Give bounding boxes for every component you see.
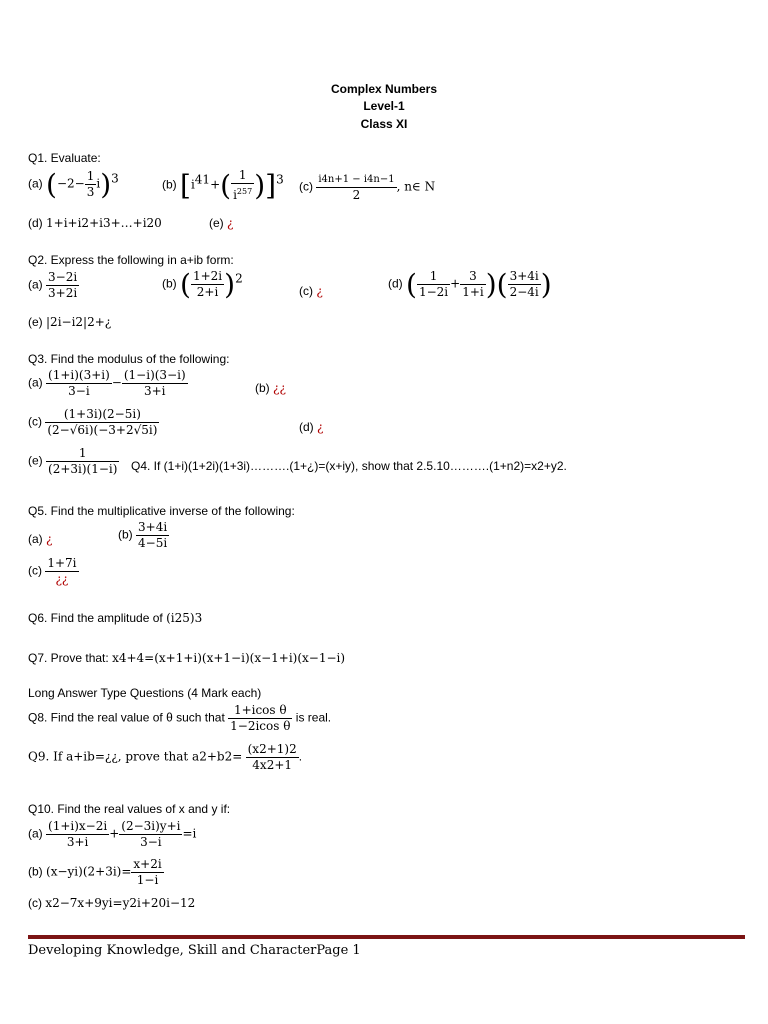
q3-heading: Q3. Find the modulus of the following: bbox=[28, 352, 230, 366]
q4-statement: Q4. If (1+i)(1+2i)(1+3i)……….(1+¿)=(x+iy), show that 2.5.10……….(1+n2)=x2+y2. bbox=[131, 459, 567, 473]
q6-statement: Q6. Find the amplitude of (i25)3 bbox=[28, 611, 203, 625]
q3-a: (a) $\frac{(1+i)(3+i)}{3-i}$ − $\frac{(1-i)(3-i)}{3+i}$ bbox=[28, 368, 186, 398]
q3-c: (c) $\frac{(1+3i)(2-5i)}{(2-√6i)(-3+2√5i)}$ bbox=[28, 407, 158, 437]
q2-e: (e) |2i−i2|2+¿ bbox=[28, 315, 112, 329]
q5-heading: Q5. Find the multiplicative inverse of the following: bbox=[28, 504, 295, 518]
document-class: Class XI bbox=[360, 117, 408, 131]
q3-b: (b) ¿¿ bbox=[255, 381, 286, 395]
q2-c: (c) ¿ bbox=[299, 284, 323, 298]
q5-c: (c) $\frac{1+7i}{¿¿}$ bbox=[28, 556, 77, 586]
q1-a: (a) (−2− $\frac{1}{3}$ i)$^3$ bbox=[28, 168, 119, 201]
q1-b: (b) [$i^{41}+$( $\frac{1}{i^{257}}$ )]$^3$ bbox=[162, 168, 284, 202]
q1-c: (c) $\frac{i4n+1 - i4n-1}{2}$ , n∈ N bbox=[299, 174, 436, 202]
q3-e: (e) $\frac{1}{(2+3i)(1-i)}$ bbox=[28, 446, 118, 476]
long-answer-heading: Long Answer Type Questions (4 Mark each) bbox=[28, 686, 262, 700]
q2-b: (b) ( $\frac{1+2i}{2+i}$ )$^2$ bbox=[162, 268, 243, 301]
document-title: Complex Numbers bbox=[330, 82, 438, 96]
footer-text: Developing Knowledge, Skill and CharacterPage 1 bbox=[28, 943, 361, 958]
q9-statement: Q9. If a+ib=¿¿, prove that a2+b2= $\frac{(x2+1)2}{4x2+1}$ . bbox=[28, 742, 303, 772]
footer-rule bbox=[28, 935, 745, 939]
q8-statement: Q8. Find the real value of θ such that $\frac{\text{1+icos θ}}{\text{1−2icos θ}}$ is real. bbox=[28, 703, 332, 733]
q10-b: (b) (x−yi)(2+3i)= $\frac{x+2i}{1-i}$ bbox=[28, 857, 162, 887]
q10-heading: Q10. Find the real values of x and y if: bbox=[28, 802, 231, 816]
q3-d: (d) ¿ bbox=[299, 420, 324, 434]
q1-d: (d) 1+i+i2+i3+…+i20 bbox=[28, 216, 162, 230]
q2-d: (d) ( $\frac{1}{1-2i}$ + $\frac{3}{1+i}$ )( $\frac{3+4i}{2-4i}$ ) bbox=[388, 268, 552, 301]
q2-a: (a) $\frac{3-2i}{3+2i}$ bbox=[28, 270, 78, 300]
q5-a: (a) ¿ bbox=[28, 532, 53, 546]
q10-a: (a) $\frac{(1+i)x-2i}{3+i}$ + $\frac{(2-3i)y+i}{3-i}$ =i bbox=[28, 819, 197, 849]
q1-e: (e) ¿ bbox=[209, 216, 234, 230]
q1-heading: Q1. Evaluate: bbox=[28, 151, 101, 165]
document-level: Level-1 bbox=[363, 99, 405, 113]
q2-heading: Q2. Express the following in a+ib form: bbox=[28, 253, 234, 267]
q7-statement: Q7. Prove that: x4+4=(x+1+i)(x+1−i)(x−1+i)(x−1−i) bbox=[28, 651, 346, 665]
q5-b: (b) $\frac{3+4i}{4-5i}$ bbox=[118, 520, 168, 550]
q10-c: (c) x2−7x+9yi=y2i+20i−12 bbox=[28, 896, 196, 910]
